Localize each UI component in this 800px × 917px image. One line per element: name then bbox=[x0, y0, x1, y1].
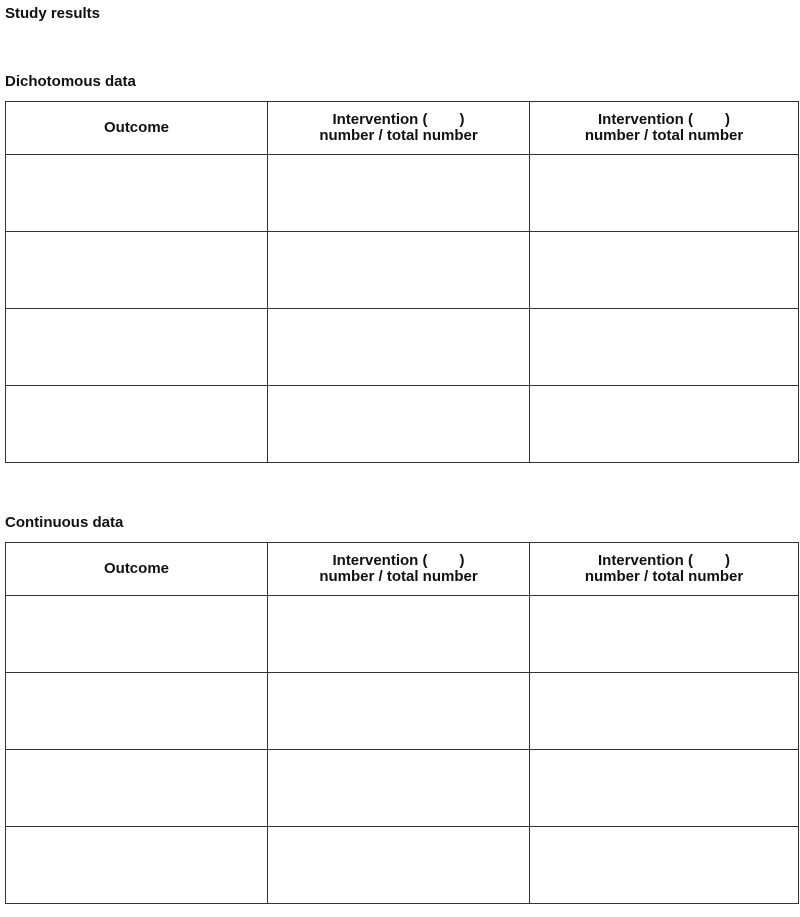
intervention-1-cell[interactable] bbox=[268, 155, 530, 232]
outcome-cell[interactable] bbox=[6, 155, 268, 232]
intervention-2-header bbox=[530, 543, 799, 596]
intervention-1-subheader: number / total number bbox=[319, 568, 478, 585]
intervention-2-close-paren: ) bbox=[725, 111, 730, 128]
outcome-cell[interactable] bbox=[6, 750, 268, 827]
intervention-1-name-line bbox=[268, 553, 529, 569]
outcome-header bbox=[6, 102, 268, 155]
table-row bbox=[6, 673, 799, 750]
outcome-cell[interactable] bbox=[6, 309, 268, 386]
table-header-row bbox=[6, 543, 799, 596]
intervention-2-cell[interactable] bbox=[530, 827, 799, 904]
intervention-1-header bbox=[268, 543, 530, 596]
intervention-1-label: Intervention ( bbox=[332, 552, 428, 569]
outcome-cell[interactable] bbox=[6, 827, 268, 904]
intervention-2-label: Intervention ( bbox=[597, 552, 693, 569]
intervention-2-cell[interactable] bbox=[530, 232, 799, 309]
intervention-2-cell[interactable] bbox=[530, 673, 799, 750]
section-title-dichotomous: Dichotomous data bbox=[5, 73, 136, 90]
table-header-row bbox=[6, 102, 799, 155]
intervention-2-name-line bbox=[530, 553, 798, 569]
intervention-1-cell[interactable] bbox=[268, 827, 530, 904]
intervention-1-header bbox=[268, 102, 530, 155]
outcome-cell[interactable] bbox=[6, 673, 268, 750]
outcome-header bbox=[6, 543, 268, 596]
table-row bbox=[6, 827, 799, 904]
intervention-2-close-paren: ) bbox=[725, 552, 730, 569]
intervention-2-cell[interactable] bbox=[530, 155, 799, 232]
intervention-1-cell[interactable] bbox=[268, 673, 530, 750]
intervention-2-name-line bbox=[530, 112, 798, 128]
table-row bbox=[6, 386, 799, 463]
page-title: Study results bbox=[5, 5, 101, 22]
dichotomous-data-table bbox=[5, 101, 799, 463]
intervention-1-cell[interactable] bbox=[268, 309, 530, 386]
table-row bbox=[6, 309, 799, 386]
table-row bbox=[6, 155, 799, 232]
intervention-1-cell[interactable] bbox=[268, 386, 530, 463]
intervention-2-cell[interactable] bbox=[530, 596, 799, 673]
outcome-cell[interactable] bbox=[6, 596, 268, 673]
section-title-continuous: Continuous data bbox=[5, 514, 124, 531]
intervention-2-cell[interactable] bbox=[530, 750, 799, 827]
intervention-1-name-line bbox=[268, 112, 529, 128]
table-row bbox=[6, 750, 799, 827]
table-row bbox=[6, 596, 799, 673]
intervention-1-cell[interactable] bbox=[268, 596, 530, 673]
table-row bbox=[6, 232, 799, 309]
outcome-header-label: Outcome bbox=[103, 560, 169, 577]
outcome-cell[interactable] bbox=[6, 232, 268, 309]
intervention-1-close-paren: ) bbox=[459, 552, 465, 569]
intervention-1-close-paren: ) bbox=[459, 111, 465, 128]
intervention-2-subheader: number / total number bbox=[584, 568, 744, 585]
intervention-2-cell[interactable] bbox=[530, 386, 799, 463]
intervention-1-label: Intervention ( bbox=[332, 111, 428, 128]
intervention-1-cell[interactable] bbox=[268, 232, 530, 309]
intervention-1-subheader: number / total number bbox=[319, 127, 478, 144]
intervention-2-header bbox=[530, 102, 799, 155]
intervention-1-cell[interactable] bbox=[268, 750, 530, 827]
outcome-cell[interactable] bbox=[6, 386, 268, 463]
intervention-2-subheader: number / total number bbox=[584, 127, 744, 144]
outcome-header-label: Outcome bbox=[103, 119, 169, 136]
intervention-2-cell[interactable] bbox=[530, 309, 799, 386]
continuous-data-table bbox=[5, 542, 799, 904]
intervention-2-label: Intervention ( bbox=[597, 111, 693, 128]
